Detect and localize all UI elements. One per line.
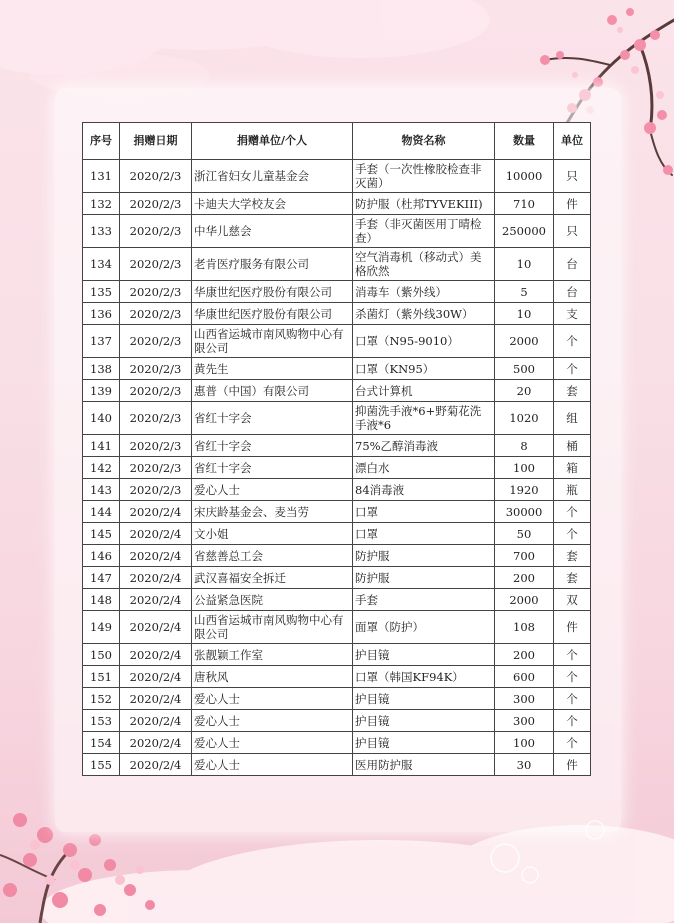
cell-date: 2020/2/4 [120,688,192,710]
cell-serial: 133 [83,215,120,248]
cell-quantity: 250000 [495,215,554,248]
cell-unit: 套 [554,380,591,402]
cell-donor: 唐秋风 [192,666,353,688]
cell-donor: 华康世纪医疗股份有限公司 [192,281,353,303]
table-row [83,589,591,611]
table-row [83,611,591,644]
cell-donor: 公益紧急医院 [192,589,353,611]
cell-unit: 台 [554,248,591,281]
cell-donor: 文小姐 [192,523,353,545]
table-row [83,160,591,193]
cell-item: 空气消毒机（移动式）美格欣然 [353,248,495,281]
cell-quantity: 500 [495,358,554,380]
cell-donor: 爱心人士 [192,710,353,732]
cell-donor: 中华儿慈会 [192,215,353,248]
cell-date: 2020/2/4 [120,611,192,644]
cell-date: 2020/2/3 [120,160,192,193]
cell-unit: 件 [554,754,591,776]
cell-unit: 个 [554,666,591,688]
cell-unit: 只 [554,215,591,248]
cell-donor: 华康世纪医疗股份有限公司 [192,303,353,325]
cell-unit: 个 [554,688,591,710]
cell-date: 2020/2/3 [120,325,192,358]
cell-donor: 老肯医疗服务有限公司 [192,248,353,281]
table-row [83,710,591,732]
cell-item: 防护服 [353,567,495,589]
cell-donor: 省红十字会 [192,402,353,435]
cell-unit: 件 [554,611,591,644]
table-row [83,380,591,402]
cell-serial: 145 [83,523,120,545]
cell-unit: 个 [554,644,591,666]
cell-serial: 131 [83,160,120,193]
cell-date: 2020/2/3 [120,248,192,281]
cell-date: 2020/2/3 [120,358,192,380]
cell-donor: 爱心人士 [192,479,353,501]
cell-quantity: 300 [495,688,554,710]
cell-donor: 山西省运城市南风购物中心有限公司 [192,325,353,358]
cell-unit: 桶 [554,435,591,457]
cell-quantity: 5 [495,281,554,303]
cell-donor: 张靓颖工作室 [192,644,353,666]
cell-item: 护目镜 [353,732,495,754]
cell-quantity: 1920 [495,479,554,501]
cell-quantity: 710 [495,193,554,215]
cell-serial: 140 [83,402,120,435]
cell-donor: 惠普（中国）有限公司 [192,380,353,402]
cell-serial: 150 [83,644,120,666]
table-row [83,754,591,776]
cell-item: 漂白水 [353,457,495,479]
cell-donor: 宋庆龄基金会、麦当劳 [192,501,353,523]
cell-unit: 支 [554,303,591,325]
cell-unit: 个 [554,501,591,523]
table-body [83,160,591,776]
cell-unit: 组 [554,402,591,435]
cell-donor: 浙江省妇女儿童基金会 [192,160,353,193]
cell-date: 2020/2/4 [120,589,192,611]
cell-serial: 139 [83,380,120,402]
cell-item: 口罩 [353,523,495,545]
header-donor: 捐赠单位/个人 [192,123,353,160]
cell-donor: 省红十字会 [192,435,353,457]
cell-donor: 武汉喜福安全拆迁 [192,567,353,589]
cell-quantity: 2000 [495,589,554,611]
header-quantity: 数量 [495,123,554,160]
cell-serial: 141 [83,435,120,457]
cell-date: 2020/2/4 [120,567,192,589]
cell-date: 2020/2/3 [120,193,192,215]
table-row [83,281,591,303]
cell-item: 口罩（KN95） [353,358,495,380]
cell-serial: 154 [83,732,120,754]
cell-date: 2020/2/4 [120,501,192,523]
cell-quantity: 300 [495,710,554,732]
cell-donor: 爱心人士 [192,754,353,776]
cell-serial: 132 [83,193,120,215]
cell-date: 2020/2/4 [120,710,192,732]
cell-unit: 个 [554,523,591,545]
cell-serial: 152 [83,688,120,710]
cell-quantity: 100 [495,732,554,754]
table-row [83,402,591,435]
table-row [83,193,591,215]
table-row [83,567,591,589]
cell-date: 2020/2/4 [120,523,192,545]
cell-donor: 省红十字会 [192,457,353,479]
cell-item: 护目镜 [353,688,495,710]
cell-date: 2020/2/4 [120,666,192,688]
header-unit: 单位 [554,123,591,160]
cell-donor: 山西省运城市南风购物中心有限公司 [192,611,353,644]
cell-serial: 148 [83,589,120,611]
cell-unit: 个 [554,732,591,754]
table-row [83,303,591,325]
table-row [83,248,591,281]
cell-serial: 144 [83,501,120,523]
cell-date: 2020/2/3 [120,303,192,325]
cell-unit: 个 [554,325,591,358]
cell-unit: 件 [554,193,591,215]
cell-unit: 台 [554,281,591,303]
table-row [83,435,591,457]
cell-unit: 只 [554,160,591,193]
cell-serial: 149 [83,611,120,644]
cell-quantity: 30 [495,754,554,776]
cell-item: 手套（非灭菌医用丁晴检查） [353,215,495,248]
cell-unit: 瓶 [554,479,591,501]
cell-date: 2020/2/3 [120,457,192,479]
cell-item: 防护服（杜邦TYVEKIII) [353,193,495,215]
cell-serial: 143 [83,479,120,501]
cell-serial: 151 [83,666,120,688]
cell-date: 2020/2/3 [120,380,192,402]
cell-quantity: 100 [495,457,554,479]
cell-quantity: 30000 [495,501,554,523]
table-row [83,688,591,710]
table-row [83,457,591,479]
cell-donor: 爱心人士 [192,732,353,754]
cell-serial: 134 [83,248,120,281]
cell-item: 医用防护服 [353,754,495,776]
cell-item: 口罩（N95-9010） [353,325,495,358]
table-row [83,545,591,567]
cell-donor: 爱心人士 [192,688,353,710]
cell-quantity: 50 [495,523,554,545]
cell-quantity: 10 [495,303,554,325]
cell-quantity: 200 [495,644,554,666]
cell-item: 手套（一次性橡胶检查非灭菌） [353,160,495,193]
cell-quantity: 10 [495,248,554,281]
cell-quantity: 2000 [495,325,554,358]
cell-date: 2020/2/4 [120,644,192,666]
cell-date: 2020/2/4 [120,545,192,567]
cell-unit: 个 [554,358,591,380]
cell-item: 口罩 [353,501,495,523]
table-row [83,732,591,754]
cell-item: 消毒车（紫外线） [353,281,495,303]
table-row [83,666,591,688]
cell-date: 2020/2/4 [120,754,192,776]
cell-item: 抑菌洗手液*6+野菊花洗手液*6 [353,402,495,435]
cell-serial: 146 [83,545,120,567]
cell-date: 2020/2/3 [120,479,192,501]
donation-table [82,122,591,776]
cell-serial: 142 [83,457,120,479]
cell-item: 口罩（韩国KF94K） [353,666,495,688]
cell-serial: 147 [83,567,120,589]
cell-unit: 个 [554,710,591,732]
cell-item: 防护服 [353,545,495,567]
table-row [83,358,591,380]
cell-item: 面罩（防护） [353,611,495,644]
table-row [83,644,591,666]
cell-quantity: 600 [495,666,554,688]
cell-serial: 153 [83,710,120,732]
cell-quantity: 10000 [495,160,554,193]
header-date: 捐赠日期 [120,123,192,160]
cell-date: 2020/2/3 [120,402,192,435]
cell-item: 护目镜 [353,710,495,732]
cell-donor: 省慈善总工会 [192,545,353,567]
cell-donor: 卡迪夫大学校友会 [192,193,353,215]
cell-serial: 138 [83,358,120,380]
cell-item: 台式计算机 [353,380,495,402]
cell-serial: 137 [83,325,120,358]
table-row [83,325,591,358]
cell-quantity: 200 [495,567,554,589]
cell-quantity: 20 [495,380,554,402]
cell-item: 手套 [353,589,495,611]
cell-item: 杀菌灯（紫外线30W） [353,303,495,325]
cell-quantity: 108 [495,611,554,644]
cell-serial: 135 [83,281,120,303]
header-serial: 序号 [83,123,120,160]
cell-item: 84消毒液 [353,479,495,501]
cell-unit: 套 [554,545,591,567]
cell-unit: 套 [554,567,591,589]
cell-donor: 黄先生 [192,358,353,380]
cell-date: 2020/2/3 [120,281,192,303]
cell-date: 2020/2/4 [120,732,192,754]
table-row [83,215,591,248]
cell-quantity: 700 [495,545,554,567]
header-item: 物资名称 [353,123,495,160]
cell-date: 2020/2/3 [120,435,192,457]
cell-unit: 双 [554,589,591,611]
cell-quantity: 8 [495,435,554,457]
cell-serial: 136 [83,303,120,325]
cell-item: 75%乙醇消毒液 [353,435,495,457]
cell-serial: 155 [83,754,120,776]
table-row [83,523,591,545]
cell-date: 2020/2/3 [120,215,192,248]
table-header-row [83,123,591,160]
cell-unit: 箱 [554,457,591,479]
table-row [83,501,591,523]
cell-item: 护目镜 [353,644,495,666]
cell-quantity: 1020 [495,402,554,435]
table-row [83,479,591,501]
